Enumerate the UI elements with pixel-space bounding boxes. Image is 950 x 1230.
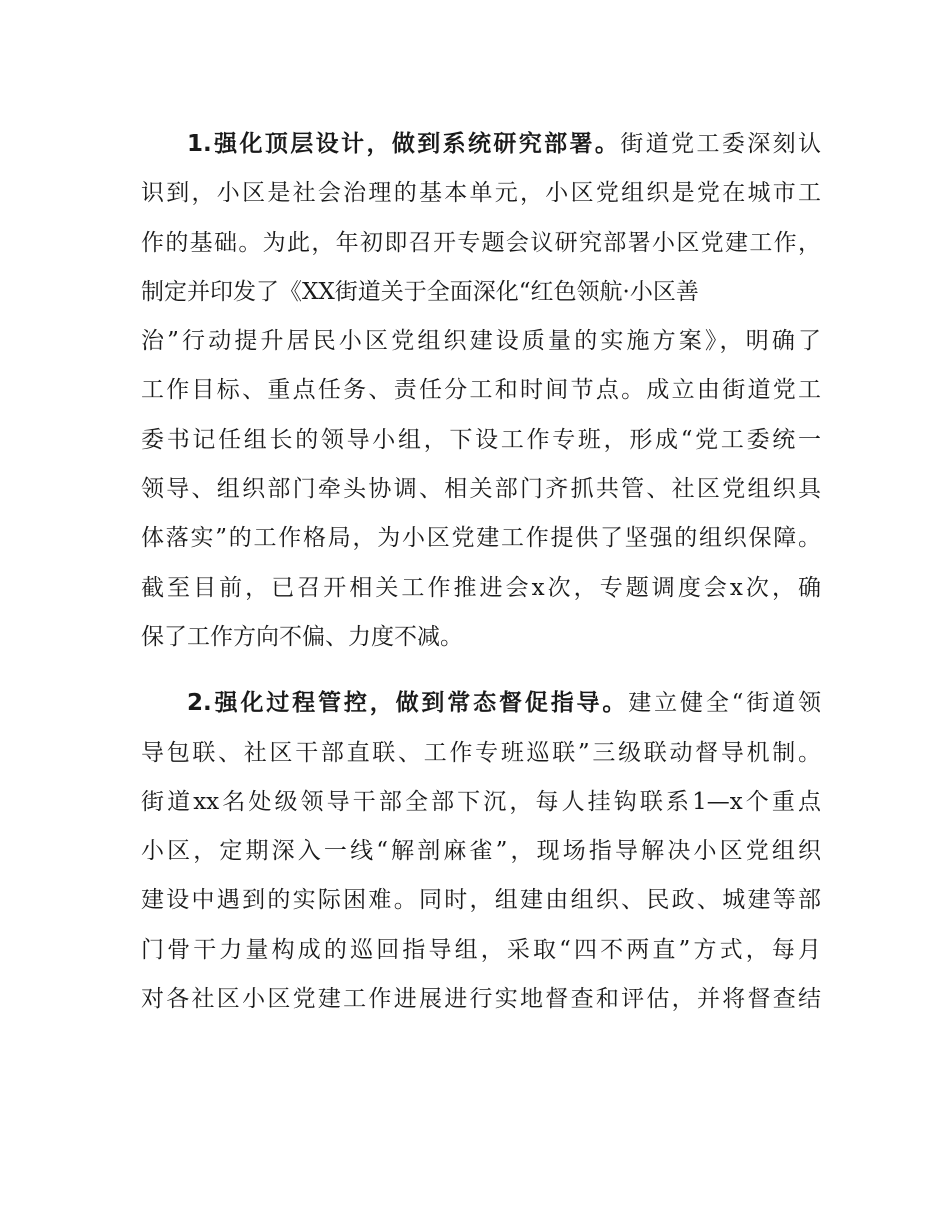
text-line: 街道xx名处级领导干部全部下沉，每人挂钩联系1—x个重点 [141,788,821,815]
text-line: 领导、组织部门牵头协调、相关部门齐抓共管、社区党组织具 [141,476,821,503]
text-line: 建设中遇到的实际困难。同时，组建由组织、民政、城建等部 [141,887,821,914]
text-line: 对各社区小区党建工作进展进行实地督查和评估，并将督查结 [141,986,821,1013]
text-line: 工作目标、重点任务、责任分工和时间节点。成立由街道党工 [141,377,821,404]
paragraph-2-heading: 2.强化过程管控，做到常态督促指导。 [187,690,629,717]
paragraph-1-heading: 1.强化顶层设计，做到系统研究部署。 [187,131,621,157]
paragraph-2 [141,679,821,1024]
text-line: 委书记任组长的领导小组，下设工作专班，形成“党工委统一 [141,426,821,453]
text-line: 门骨干力量构成的巡回指导组，采取“四不两直”方式，每月 [141,936,821,963]
text-line: 小区，定期深入一线“解剖麻雀”，现场指导解决小区党组织 [141,838,821,865]
text-line: 保了工作方向不偏、力度不减。 [141,623,463,650]
text-line: 体落实”的工作格局，为小区党建工作提供了坚强的组织保障。 [141,525,821,552]
paragraph-spacer [141,662,821,679]
text-line: 识到，小区是社会治理的基本单元，小区党组织是党在城市工 [141,180,821,207]
text-line: 截至目前，已召开相关工作推进会x次，专题调度会x次，确 [141,574,821,601]
paragraph-1-line-1-rest: 街道党工委深刻认 [620,131,821,157]
paragraph-2-line-1-rest: 建立健全“街道领 [628,690,821,717]
text-line: 制定并印发了《XX街道关于全面深化“红色领航·小区善 [141,278,699,305]
paragraph-1 [141,120,821,662]
paragraph-2-line-1 [141,679,821,728]
document-body [141,120,821,1024]
text-line: 作的基础。为此，年初即召开专题会议研究部署小区党建工作， [141,229,821,256]
paragraph-1-line-1 [141,120,821,169]
text-line: 治”行动提升居民小区党组织建设质量的实施方案》，明确了 [141,328,821,355]
text-line: 导包联、社区干部直联、工作专班巡联”三级联动督导机制。 [141,739,821,766]
